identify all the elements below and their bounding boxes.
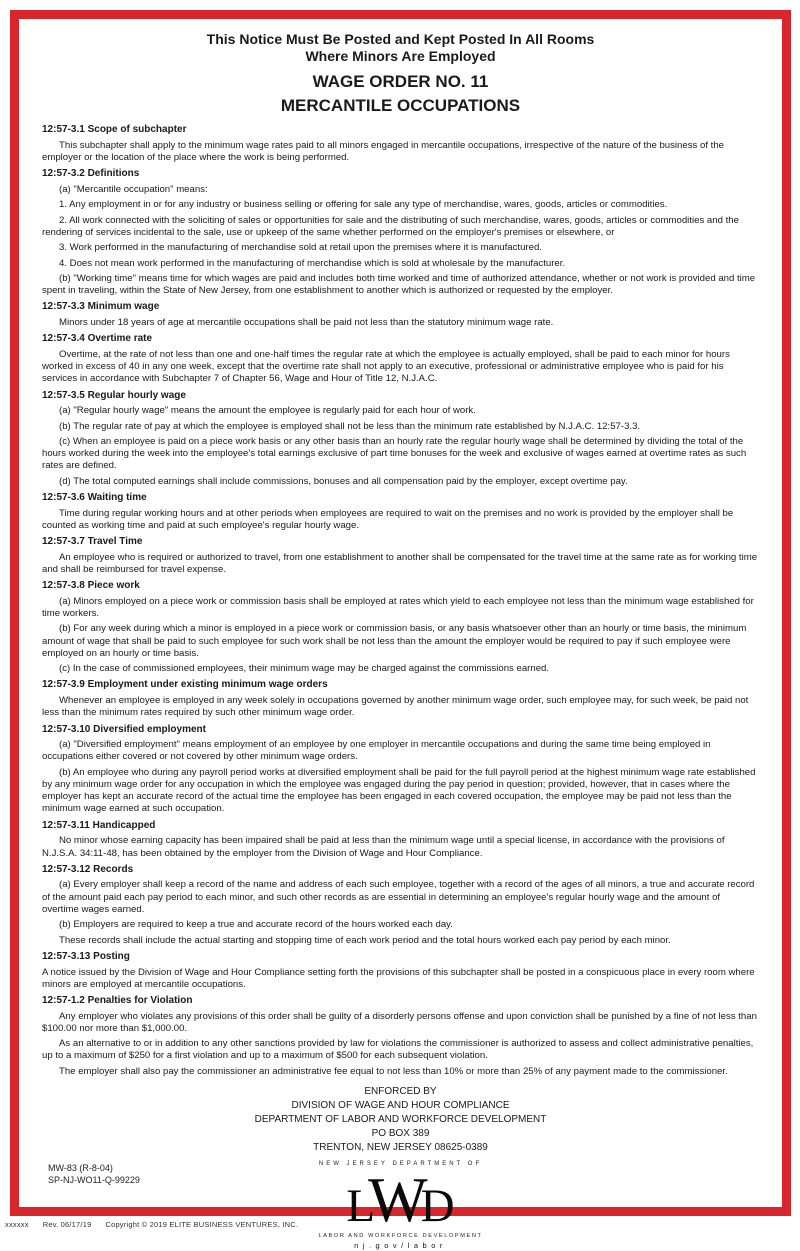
- paragraph: Minors under 18 years of age at mercantile occupations shall be paid not less than the statutory minimum wage rate.: [59, 317, 554, 329]
- logo-letter-w: W: [368, 1164, 428, 1235]
- section-heading: 12:57-3.12 Records: [42, 863, 134, 875]
- enforcement-division: DIVISION OF WAGE AND HOUR COMPLIANCE: [291, 1100, 510, 1112]
- paragraph: Whenever an employee is employed in any week solely in occupations governed by another minimum wage order, such employee may, for such week, be paid not less than the minimum rates required by such other minimum wage order.: [42, 695, 749, 719]
- paragraph: As an alternative to or in addition to any other sanctions provided by law for violations the commissioner is authorized to assess and collect administrative penalties, up to a maximum of $250 for a first violation and up to a maximum of $500 for each subsequent violation.: [42, 1038, 754, 1062]
- section-heading: 12:57-3.6 Waiting time: [42, 492, 147, 503]
- form-codes: [48, 1163, 140, 1186]
- paragraph: These records shall include the actual starting and stopping time of each work period and the total hours worked each pay period by each minor.: [59, 934, 671, 946]
- paragraph: 3. Work performed in the manufacturing of merchandise sold at retail upon the premises where it is manufactured.: [59, 242, 542, 254]
- paragraph: (b) Employers are required to keep a true and accurate record of the hours worked each day.: [59, 919, 453, 931]
- section-heading: 12:57-3.11 Handicapped: [42, 819, 156, 831]
- paragraph: (b) "Working time" means time for which wages are paid and includes both time worked and time of authorized attendance, whether or not work is provided and time spent in traveling, within the State of New Jersey, from one establishment to another which is authorized or requested by the employer.: [42, 272, 756, 297]
- paragraph: (a) "Regular hourly wage" means the amount the employee is regularly paid for each hour of work.: [59, 405, 476, 417]
- page-title: WAGE ORDER NO. 11: [312, 72, 489, 91]
- section-heading: 12:57-3.13 Posting: [42, 950, 130, 962]
- form-code-1: MW-83 (R-8-04): [48, 1163, 113, 1173]
- lwd-logo: [42, 1160, 759, 1251]
- document-body: [42, 124, 759, 1078]
- enforcement-city: TRENTON, NEW JERSEY 08625-0389: [313, 1142, 488, 1154]
- logo-top-text: NEW JERSEY DEPARTMENT OF: [318, 1160, 483, 1167]
- section-heading: 12:57-3.2 Definitions: [42, 168, 140, 180]
- section-heading: 12:57-3.10 Diversified employment: [42, 723, 206, 735]
- paragraph: Time during regular working hours and at other periods when employees are required to wait on the premises and no work is provided by the employer shall be counted as working time and paid at such employee's regular hourly wage.: [42, 507, 734, 531]
- paragraph: (a) "Mercantile occupation" means:: [59, 183, 208, 195]
- logo-letter-l: L: [346, 1179, 376, 1232]
- logo-subtitle: LABOR AND WORKFORCE DEVELOPMENT: [318, 1232, 483, 1239]
- posting-notice-line1: This Notice Must Be Posted and Kept Posted In All Rooms: [206, 31, 595, 47]
- logo-letter-d: D: [420, 1179, 455, 1232]
- paragraph: (b) An employee who during any payroll period works at diversified employment shall be paid for the full payroll period at the highest minimum wage rate established by any minimum wage order for any occupation in which the employee was engaged during the pay period in question; provided, however, that in cases where the employer has kept an accurate record of the actual time the employee has been engaged in each covered occupation, the employee may be paid not less than the minimum wage earned at such occupation.: [42, 766, 756, 815]
- posting-notice-line2: Where Minors Are Employed: [305, 48, 496, 64]
- poster-content: [19, 19, 782, 1251]
- paragraph: 1. Any employment in or for any industry or business selling or offering for sale any type of merchandise, wares, goods, articles or commodities.: [59, 199, 668, 211]
- paragraph: (b) For any week during which a minor is employed in a piece work or commission basis, or any basis whatsoever other than an hourly or time basis, the minimum amount of wage that shall be paid to such employee for such work shall be not less than the amount the employer would be required to pay if such employee were employed on an hourly or time basis.: [42, 623, 747, 659]
- section-heading: 12:57-3.9 Employment under existing minimum wage orders: [42, 679, 328, 691]
- paragraph: The employer shall also pay the commissioner an administrative fee equal to not less than 10% or more than 25% of any payment made to the commissioner.: [59, 1065, 728, 1077]
- paragraph: Any employer who violates any provisions of this order shall be guilty of a disorderly persons offense and upon conviction shall be punished by a fine of not less than $100.00 nor more than $1,000.00.: [42, 1010, 757, 1034]
- paragraph: No minor whose earning capacity has been impaired shall be paid at less than the minimum wage until a special license, in accordance with the provisions of N.J.S.A. 34:11-48, has been obtained by the employer from the Division of Wage and Hour Compliance.: [42, 835, 725, 859]
- footer-left-mark: xxxxxx: [5, 1220, 29, 1229]
- paragraph: 2. All work connected with the soliciting of sales or opportunities for sale and the distributing of such merchandise, wares, goods, articles or commodities and the rendering of services incidental to the sale, use or upkeep of the same whether performed on the employer's premises or elsewhere, or: [42, 214, 739, 238]
- paragraph: (b) The regular rate of pay at which the employee is employed shall not be less than the minimum rate established by N.J.A.C. 12:57-3.3.: [59, 420, 641, 432]
- section-heading: 12:57-3.1 Scope of subchapter: [42, 124, 187, 135]
- copyright-line: [5, 1220, 312, 1229]
- enforced-by-label: ENFORCED BY: [364, 1086, 437, 1097]
- logo-url: nj.gov/labor: [354, 1240, 447, 1250]
- paragraph: (d) The total computed earnings shall include commissions, bonuses and all compensation paid by the employer, except overtime pay.: [59, 475, 628, 487]
- paragraph: This subchapter shall apply to the minimum wage rates paid to all minors engaged in mercantile occupations, irrespective of the nature of the business of the employer or the location of the place where the work is being performed.: [42, 139, 724, 163]
- paragraph: (a) Minors employed on a piece work or commission basis shall be employed at rates which yield to each employee not less than the minimum wage established for time workers.: [42, 595, 754, 620]
- paragraph: (a) "Diversified employment" means employment of an employee by one employer in mercantile occupations and during the same time being employed in occupations either covered or not covered by other minimum wage orders.: [42, 739, 711, 763]
- section-heading: 12:57-3.7 Travel Time: [42, 536, 143, 548]
- enforcement-pobox: PO BOX 389: [371, 1128, 430, 1140]
- section-heading: 12:57-3.5 Regular hourly wage: [42, 389, 186, 401]
- form-code-2: SP-NJ-WO11-Q-99229: [48, 1174, 140, 1185]
- footer-revision: Rev. 06/17/19: [42, 1220, 92, 1229]
- paragraph: Overtime, at the rate of not less than one and one-half times the regular rate at which the employee is actually employed, shall be paid to each minor for hours worked in excess of 40 in any one week, except that the overtime rate shall not apply to an executive, professional or administrative employee who is paid for his services in accordance with Subchapter 7 of Chapter 56, Wage and Hour of Title 12, N.J.A.C.: [42, 348, 730, 385]
- page-subtitle: MERCANTILE OCCUPATIONS: [280, 96, 521, 115]
- paragraph: A notice issued by the Division of Wage and Hour Compliance setting forth the provisions of this subchapter shall be posted in a conspicuous place in every room where minors are employed at mercantile occupations.: [42, 966, 755, 990]
- enforcement-department: DEPARTMENT OF LABOR AND WORKFORCE DEVELOPMENT: [254, 1114, 547, 1126]
- footer-copyright: Copyright © 2019 ELITE BUSINESS VENTURES, INC.: [105, 1220, 299, 1229]
- paragraph: 4. Does not mean work performed in the manufacturing of merchandise which is sold at wholesale by the manufacturer.: [59, 257, 566, 269]
- paragraph: (c) In the case of commissioned employees, their minimum wage may be charged against the commissions earned.: [59, 663, 550, 675]
- section-heading: 12:57-1.2 Penalties for Violation: [42, 994, 193, 1006]
- section-heading: 12:57-3.3 Minimum wage: [42, 301, 160, 313]
- section-heading: 12:57-3.8 Piece work: [42, 580, 140, 592]
- paragraph: (a) Every employer shall keep a record of the name and address of each such employee, together with a record of the ages of all minors, a true and accurate record of the amount paid each pay period to each minor, and such other records as are essential in determining an employee's regular hourly wage and the amount of overtime wages earned.: [42, 879, 755, 915]
- paragraph: An employee who is required or authorized to travel, from one establishment to another shall be compensated for the travel time at the same rate as for working time and shall be reimbursed for travel expense.: [42, 551, 758, 575]
- section-heading: 12:57-3.4 Overtime rate: [42, 333, 153, 345]
- paragraph: (c) When an employee is paid on a piece work basis or any other basis than an hourly rate the regular hourly wage shall be determined by dividing the total of the hours worked during the week into the employee's total earnings exclusive of part time bonuses for the week and exclusive of wages earned at overtime rates as such rates are defined.: [42, 436, 747, 472]
